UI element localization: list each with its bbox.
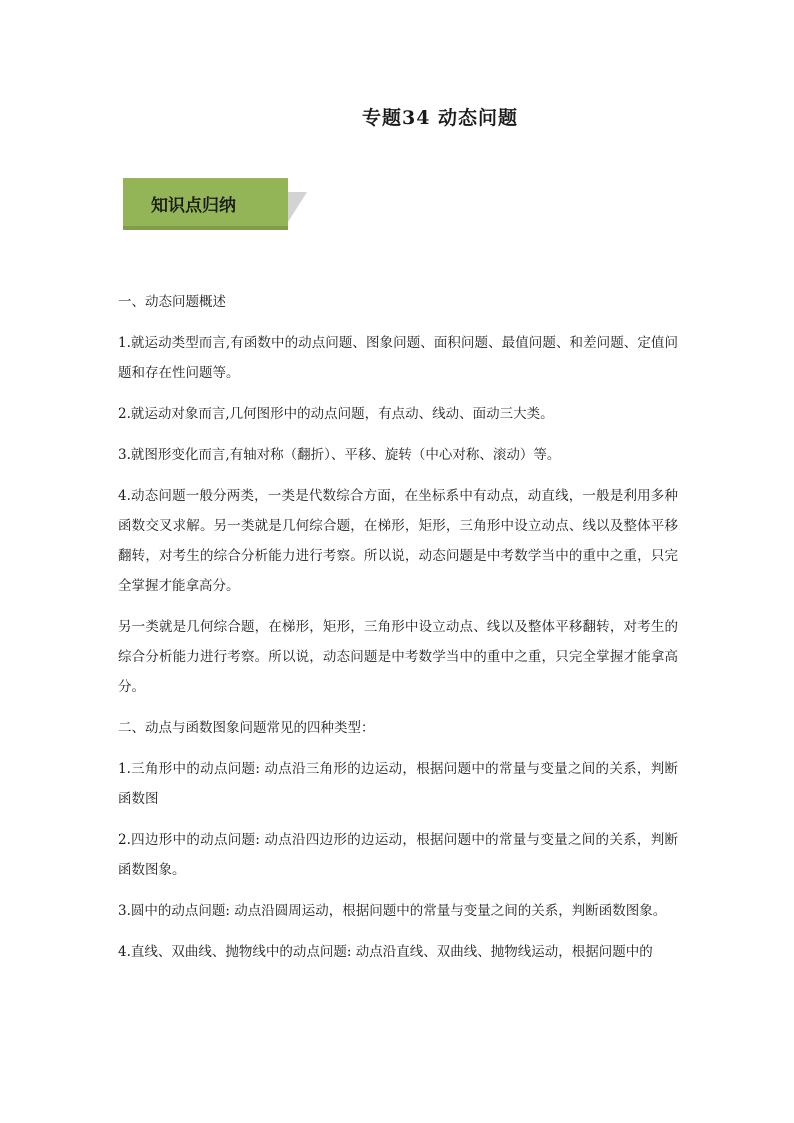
paragraph-circle-type: 3.圆中的动点问题: 动点沿圆周运动，根据问题中的常量与变量之间的关系，判断函数图象。 xyxy=(118,903,667,919)
paragraph-quadrilateral-type: 2.四边形中的动点问题: 动点沿四边形的边运动，根据问题中的常量与变量之间的关系，判断函数图象。 xyxy=(118,832,678,878)
section-heading-four-types: 二、动点与函数图象问题常见的四种类型： xyxy=(118,720,375,736)
section-heading-overview: 一、动态问题概述 xyxy=(118,294,226,310)
paragraph-motion-objects: 2.就运动对象而言,几何图形中的动点问题，有点动、线动、面动三大类。 xyxy=(118,406,554,422)
paragraph-curve-type: 4.直线、双曲线、抛物线中的动点问题: 动点沿直线、双曲线、抛物线运动，根据问题中的 xyxy=(118,944,653,960)
paragraph-geometry-category: 另一类就是几何综合题，在梯形，矩形，三角形中设立动点、线以及整体平移翻转，对考生的综合分析能力进行考察。所以说，动态问题是中考数学当中的重中之重，只完全掌握才能拿高分。 xyxy=(118,619,678,695)
paragraph-triangle-type: 1.三角形中的动点问题: 动点沿三角形的边运动，根据问题中的常量与变量之间的关系，判断函数图 xyxy=(118,761,678,807)
banner-shadow-decoration xyxy=(123,226,288,230)
paragraph-motion-types: 1.就运动类型而言,有函数中的动点问题、图象问题、面积问题、最值问题、和差问题、定值问题和存在性问题等。 xyxy=(118,335,678,381)
paragraph-two-categories: 4.动态问题一般分两类，一类是代数综合方面，在坐标系中有动点，动直线，一般是利用多种函数交叉求解。另一类就是几何综合题，在梯形，矩形，三角形中设立动点、线以及整体平移翻转，对考生的综合分析能力进行考察。所以说，动态问题是中考数学当中的重中之重，只完全掌握才能拿高分。 xyxy=(118,488,678,594)
document-body xyxy=(118,287,678,978)
section-banner xyxy=(123,178,308,232)
page-title: 专题34 动态问题 xyxy=(361,107,519,129)
paragraph-shape-changes: 3.就图形变化而言,有轴对称（翻折）、平移、旋转（中心对称、滚动）等。 xyxy=(118,447,561,463)
banner-label: 知识点归纳 xyxy=(151,196,236,216)
